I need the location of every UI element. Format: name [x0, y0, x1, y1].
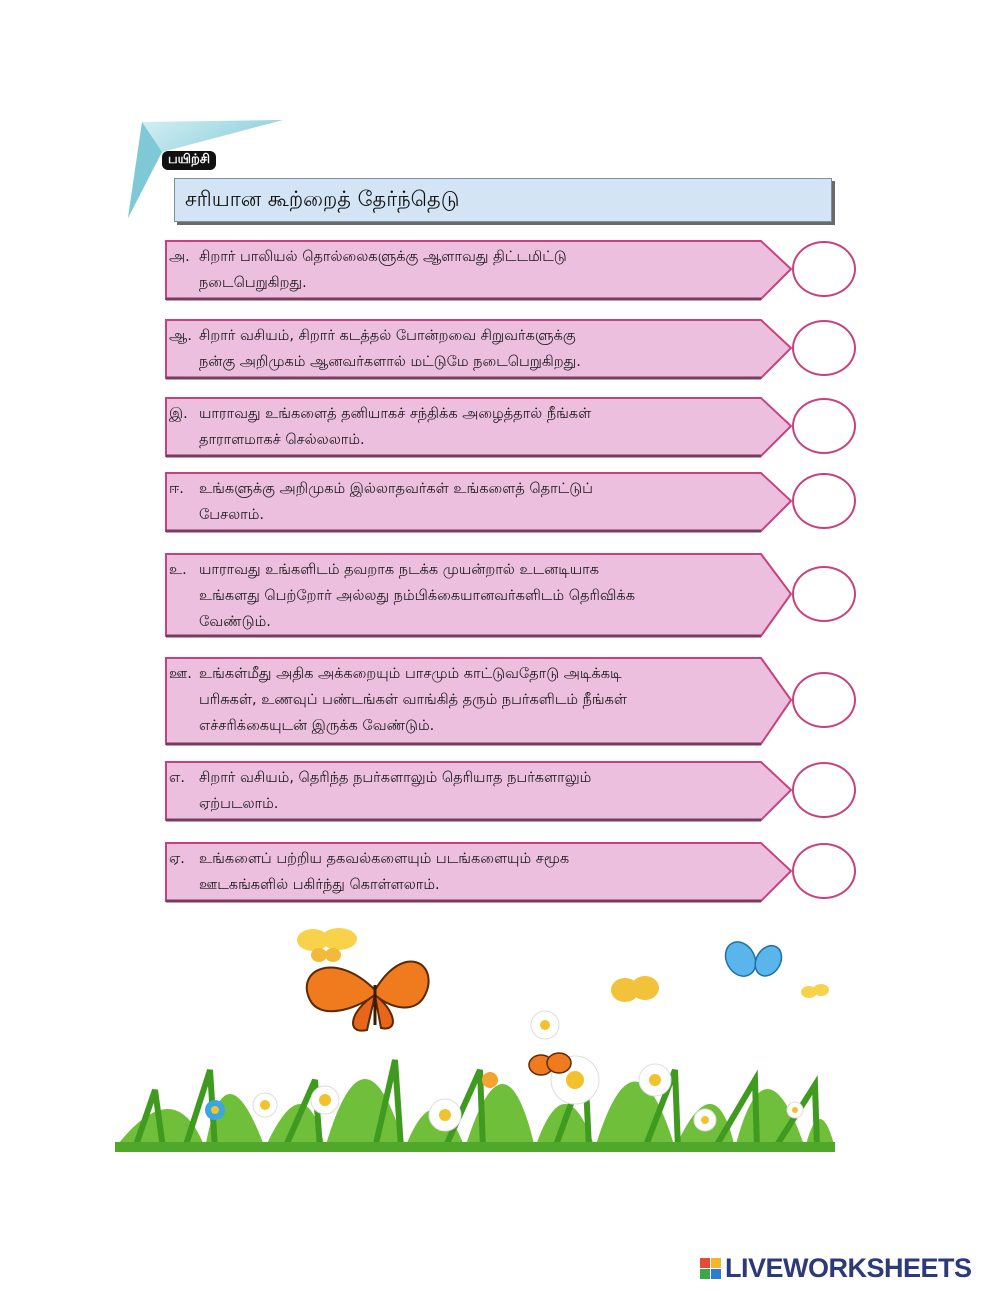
answer-circle[interactable]: [792, 843, 856, 899]
statement-label: ஏ.: [169, 851, 185, 867]
answer-circle[interactable]: [792, 473, 856, 529]
statement-row: [163, 655, 858, 745]
statement-line-1: அ. சிறார் பாலியல் தொல்லைகளுக்கு ஆளாவது திட்டமிட்டு: [169, 244, 762, 270]
statement-row: [163, 470, 858, 532]
statement-label: உ.: [169, 562, 187, 578]
statement-label: இ.: [169, 406, 188, 422]
liveworksheets-logo-icon: [700, 1258, 721, 1279]
statement-text: [169, 765, 762, 817]
statement-line-3: எச்சரிக்கையுடன் இருக்க வேண்டும்.: [199, 718, 435, 734]
answer-circle[interactable]: [792, 566, 856, 622]
page-title: சரியான கூற்றைத் தேர்ந்தெடு: [174, 178, 832, 222]
statement-row: [163, 551, 858, 637]
statement-line-2: பேசலாம்.: [199, 507, 265, 523]
statement-row: [163, 395, 858, 457]
liveworksheets-brand: [700, 1253, 972, 1284]
statement-line-1: ஆ. சிறார் வசியம், சிறார் கடத்தல் போன்றவை சிறுவர்களுக்கு: [169, 323, 762, 349]
brand-name: LIVEWORKSHEETS: [725, 1253, 972, 1283]
statement-row: [163, 238, 858, 300]
statement-text: [169, 476, 762, 528]
statement-row: [163, 759, 858, 821]
statement-label: ஊ.: [169, 666, 192, 682]
statement-text: [169, 661, 762, 739]
statement-line-1: ஊ. உங்கள்மீது அதிக அக்கறையும் பாசமும் காட்டுவதோடு அடிக்கடி: [169, 661, 762, 687]
exercise-tag: பயிற்சி: [162, 151, 216, 170]
statement-line-2: தாராளமாகச் செல்லலாம்.: [199, 432, 365, 448]
butterfly-icon: [297, 928, 829, 1075]
statement-line-1: இ. யாராவது உங்களைத் தனியாகச் சந்திக்க அழைத்தால் நீங்கள்: [169, 401, 762, 427]
statement-line-1: ஈ. உங்களுக்கு அறிமுகம் இல்லாதவர்கள் உங்களைத் தொட்டுப்: [169, 476, 762, 502]
answer-circle[interactable]: [792, 672, 856, 728]
statement-text: [169, 557, 762, 635]
statement-line-2: நன்கு அறிமுகம் ஆனவர்களால் மட்டுமே நடைபெறுகிறது.: [199, 354, 581, 370]
statement-line-2: பரிசுகள், உணவுப் பண்டங்கள் வாங்கித் தரும் நபர்களிடம் நீங்கள்: [199, 692, 627, 708]
statement-line-2: நடைபெறுகிறது.: [199, 275, 307, 291]
statement-line-1: எ. சிறார் வசியம், தெரிந்த நபர்களாலும் தெரியாத நபர்களாலும்: [169, 765, 762, 791]
statement-text: [169, 323, 762, 375]
statement-line-2: ஊடகங்களில் பகிர்ந்து கொள்ளலாம்.: [199, 877, 440, 893]
statement-line-2: உங்களது பெற்றோர் அல்லது நம்பிக்கையானவர்களிடம் தெரிவிக்க: [199, 588, 635, 604]
statement-label: ஆ.: [169, 328, 192, 344]
statement-text: [169, 401, 762, 453]
answer-circle[interactable]: [792, 320, 856, 376]
statement-line-2: ஏற்படலாம்.: [199, 796, 279, 812]
statement-label: எ.: [169, 770, 185, 786]
statement-label: ஈ.: [169, 481, 184, 497]
statement-row: [163, 840, 858, 902]
answer-circle[interactable]: [792, 398, 856, 454]
statement-line-1: ஏ. உங்களைப் பற்றிய தகவல்களையும் படங்களையும் சமூக: [169, 846, 762, 872]
statement-row: [163, 317, 858, 379]
statement-label: அ.: [169, 249, 190, 265]
statement-text: [169, 244, 762, 296]
answer-circle[interactable]: [792, 241, 856, 297]
garden-illustration: [115, 920, 835, 1152]
answer-circle[interactable]: [792, 762, 856, 818]
statement-text: [169, 846, 762, 898]
statement-line-3: வேண்டும்.: [199, 614, 271, 630]
statement-line-1: உ. யாராவது உங்களிடம் தவறாக நடக்க முயன்றால் உடனடியாக: [169, 557, 762, 583]
